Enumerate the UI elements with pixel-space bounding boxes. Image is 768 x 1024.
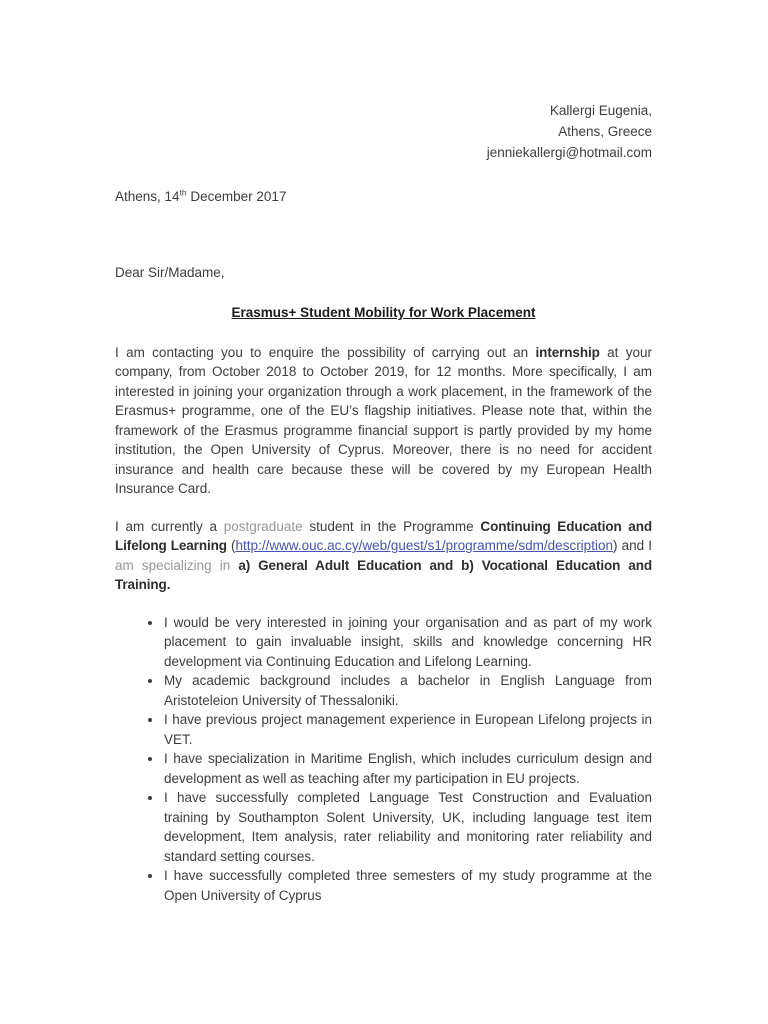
bullet-item-5: • I have successfully completed Language Test Construction and Evaluation training by Southampton Solent University, UK, including language test item development, Item analysis, rater reliability and monitoring rater reliability and standard setting courses. [163, 788, 652, 866]
paragraph-programme [115, 517, 652, 595]
sender-name: Kallergi Eugenia, [549, 103, 652, 118]
specializing-muted: am specializing in [115, 557, 239, 573]
salutation: Dear Sir/Madame, [115, 264, 225, 280]
paragraph-intro [115, 343, 652, 499]
programme-name-bold: Continuing Education and Lifelong Learning [115, 518, 652, 553]
date-ordinal: th [179, 187, 187, 198]
paren-open: ( [226, 538, 236, 553]
bullet-item-4: • I have specialization in Maritime English, which includes curriculum design and development as well as teaching after my participation in EU projects. [163, 749, 652, 788]
programme-url-link[interactable]: http://www.ouc.ac.cy/web/guest/s1/programme/sdm/description [235, 538, 613, 553]
date-line [115, 187, 652, 207]
date-prefix: Athens, 14 [115, 189, 180, 204]
date-suffix: December 2017 [186, 189, 287, 204]
bullet-item-3: • I have previous project management experience in European Lifelong projects in VET. [163, 710, 652, 749]
qualifications-list [115, 613, 652, 906]
sender-block [115, 100, 652, 163]
paragraph-intro-rest: at your company, from October 2018 to October 2019, for 12 months. More specifically, I am interested in joining your organization through a work placement, in the framework of the Erasmus+ programme, one of the EU’s flagship initiatives. Please note that, within the framework of the Erasmus programme financial support is partly provided by my home institution, the Open University of Cyprus. Moreover, there is no need for accident insurance and health care because these will be covered by my European Health Insurance Card. [115, 344, 652, 496]
sender-email: jenniekallergi@hotmail.com [486, 145, 652, 160]
sender-location: Athens, Greece [558, 124, 652, 139]
bullet-item-1: • I would be very interested in joining your organisation and as part of my work placement to gain invaluable insight, skills and knowledge concerning HR development via Continuing Education and Lifelong Learning. [163, 613, 652, 672]
paragraph-programme-text: I am currently a [115, 518, 224, 534]
paragraph-intro-text: I am contacting you to enquire the possibility of carrying out an [115, 344, 536, 360]
specializations-bold: a) General Adult Education and b) Vocational Education and Training. [115, 557, 652, 592]
postgraduate-muted: postgraduate [223, 518, 303, 534]
paren-close: ) and I [612, 538, 652, 553]
bullet-item-2: • My academic background includes a bachelor in English Language from Aristoteleion University of Thessaloniki. [163, 671, 652, 710]
bullet-item-6: • I have successfully completed three semesters of my study programme at the Open University of Cyprus [163, 866, 652, 905]
paragraph-programme-text2: student in the Programme [302, 518, 481, 534]
internship-bold: internship [535, 344, 600, 360]
subject-heading: Erasmus+ Student Mobility for Work Placement [231, 305, 536, 320]
